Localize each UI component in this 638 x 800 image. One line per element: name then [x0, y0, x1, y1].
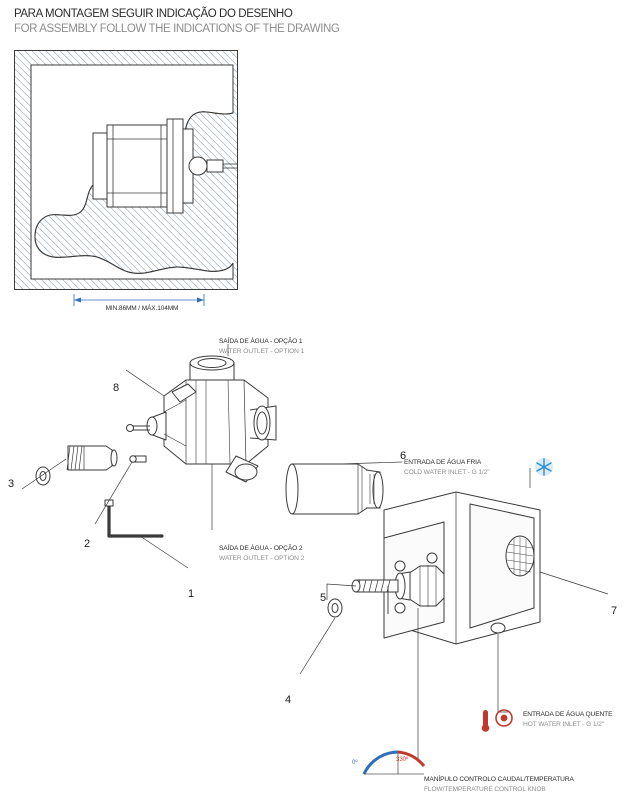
callout-cold-inlet-pt: ENTRADA DE ÁGUA FRIA — [404, 459, 482, 466]
callout-cold-inlet-en: COLD WATER INLET - G 1/2" — [404, 468, 490, 476]
header — [14, 8, 339, 35]
snowflake-icon-group — [535, 458, 553, 476]
knob-rotation-scale — [364, 752, 424, 774]
knob-scale-min-label: 0º — [352, 760, 358, 766]
part-number-4: 4 — [285, 694, 292, 706]
header-title-en: FOR ASSEMBLY FOLLOW THE INDICATIONS OF THE DRAWING — [14, 23, 340, 35]
callout-outlet1-en: WATER OUTLET - OPTION 1 — [219, 347, 305, 355]
callout-water-outlet-option-2 — [219, 544, 304, 563]
part-number-6: 6 — [400, 450, 407, 462]
part-number-2: 2 — [84, 538, 91, 550]
callout-hot-inlet-en: HOT WATER INLET - G 1/2" — [523, 720, 605, 728]
part-number-8: 8 — [113, 382, 120, 394]
wall-cavity-outline — [27, 61, 237, 283]
part-number-7: 7 — [611, 605, 618, 617]
callout-outlet2-en: WATER OUTLET - OPTION 2 — [219, 554, 305, 562]
header-title-pt: PARA MONTAGEM SEGUIR INDICAÇÃO DO DESENHO — [14, 8, 293, 20]
callout-outlet2-pt: SAÍDA DE ÁGUA - OPÇÃO 2 — [219, 545, 303, 552]
hot-inlet-port-icon-group — [496, 710, 512, 726]
thermometer-icon-group — [482, 710, 490, 732]
part-number-1: 1 — [188, 588, 195, 600]
part-number-3: 3 — [8, 478, 15, 490]
part-number-5: 5 — [320, 592, 327, 604]
wall-section-view — [14, 50, 238, 290]
callout-water-outlet-option-1 — [219, 337, 304, 356]
callout-outlet1-pt: SAÍDA DE ÁGUA - OPÇÃO 1 — [219, 338, 303, 345]
knob-scale-max-label: 330º — [396, 757, 409, 763]
callout-knob-en: FLOW/TEMPERATURE CONTROL KNOB — [424, 785, 546, 793]
callout-knob-pt: MANÍPULO CONTROLO CAUDAL/TEMPERATURA — [424, 776, 574, 783]
wall-depth-dimension-text: MIN.86MM / MÁX.104MM — [105, 305, 179, 312]
callout-hot-water-inlet — [523, 710, 612, 729]
callout-cold-water-inlet — [404, 458, 489, 477]
callout-hot-inlet-pt: ENTRADA DE ÁGUA QUENTE — [523, 711, 613, 718]
callout-control-knob — [424, 775, 574, 794]
